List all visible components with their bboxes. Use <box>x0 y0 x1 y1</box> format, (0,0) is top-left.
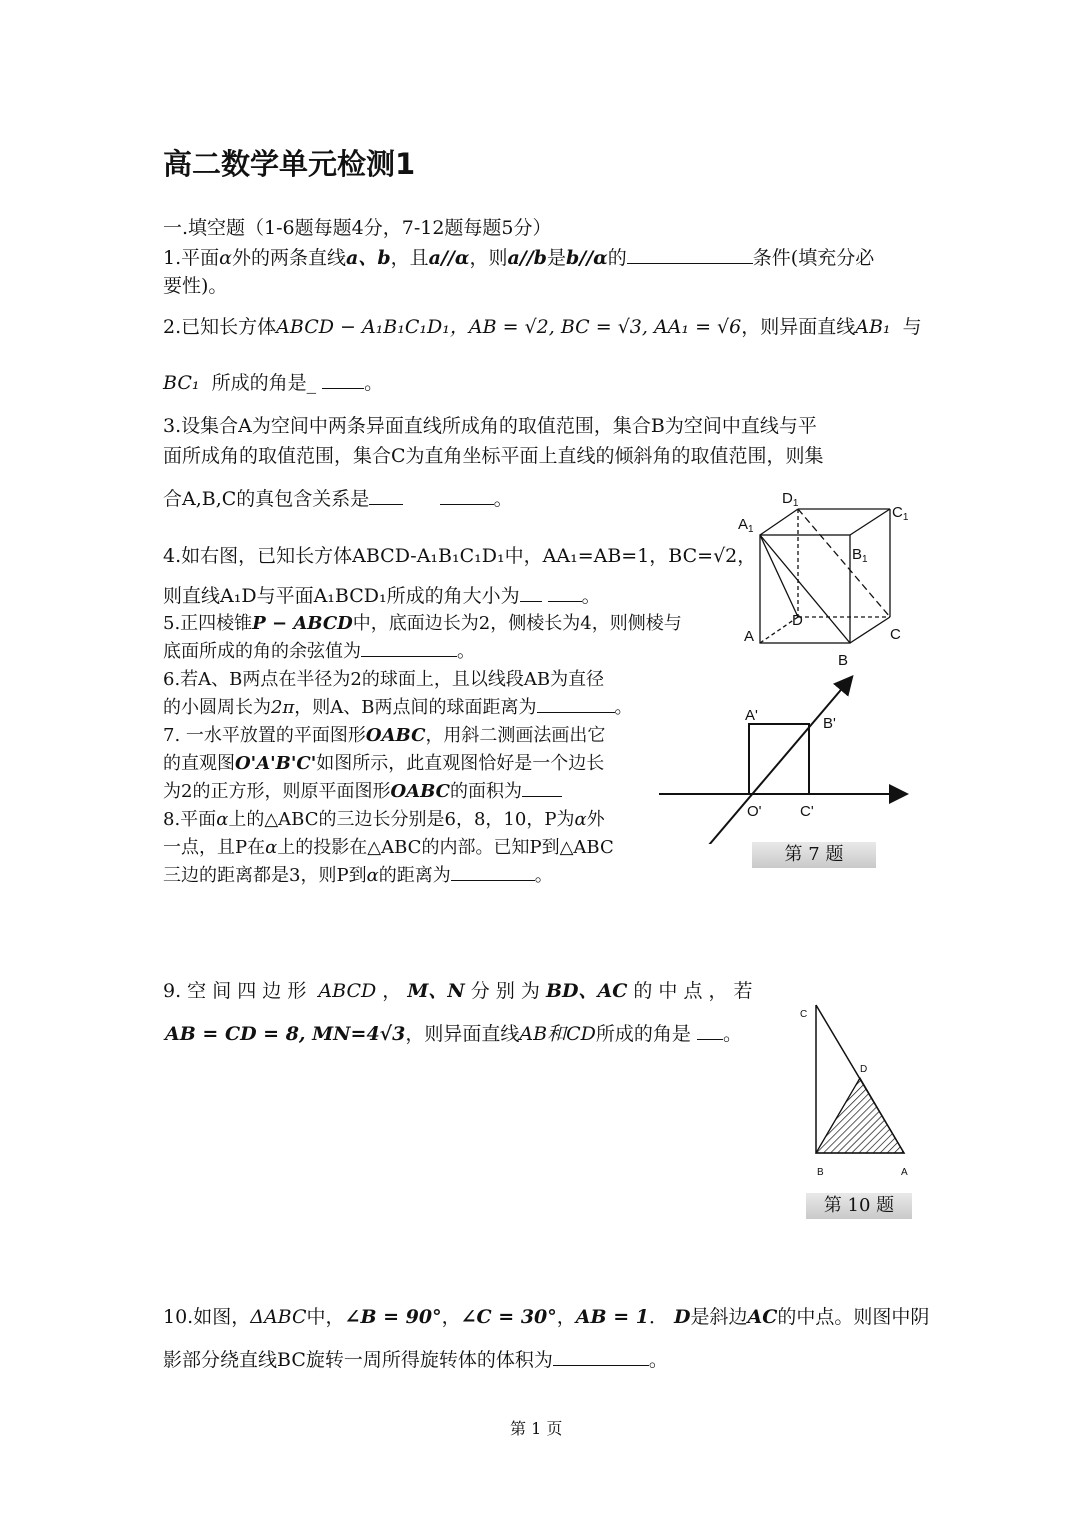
answer-blank[interactable] <box>537 694 615 713</box>
answer-blank[interactable] <box>522 778 562 797</box>
square-OABC <box>749 724 809 794</box>
label-C: C <box>890 626 901 643</box>
label-A: A <box>901 1167 908 1178</box>
label-A: A <box>744 628 755 645</box>
answer-blank[interactable] <box>627 245 753 264</box>
y-axis <box>703 678 851 844</box>
question-10-line-2: 影部分绕直线BC旋转一周所得旋转体的体积为 。 <box>163 1349 668 1371</box>
question-1-line-1: 1.平面α外的两条直线a、b，且a//α，则a//b是b//α的 条件(填充分必 <box>163 247 875 269</box>
question-4-line-1: 4.如右图，已知长方体ABCD-A₁B₁C₁D₁中，AA₁=AB=1，BC=√2， <box>163 545 757 567</box>
answer-blank[interactable] <box>553 1347 649 1366</box>
label-D1: $D_1$ <box>782 490 799 509</box>
question-3-line-3: 合A,B,C的真包含关系是 。 <box>163 488 513 510</box>
label-A-prime: A' <box>745 707 758 724</box>
question-6-line-1: 6.若A、B两点在半径为2的球面上，且以线段AB为直径 <box>163 669 605 690</box>
figure-7-caption: 第 7 题 <box>752 842 876 868</box>
label-A1: $A_1$ <box>738 516 754 535</box>
label-D: D <box>792 612 803 629</box>
question-3-line-1: 3.设集合A为空间中两条异面直线所成角的取值范围，集合B为空间中直线与平 <box>163 415 817 437</box>
label-D: D <box>860 1064 868 1075</box>
section-header: 一.填空题（1-6题每题4分，7-12题每题5分） <box>163 217 552 239</box>
question-9-line-1: 9. 空 间 四 边 形 ABCD ， M、N 分 别 为 BD、AC 的 中 点 ， 若 <box>163 980 753 1002</box>
question-9-line-2: AB = CD = 8, MN=4√3，则异面直线AB和CD所成的角是 。 <box>165 1023 742 1045</box>
question-2-line-2: BC₁ 所成的角是_ 。 <box>163 372 384 394</box>
page-title: 高二数学单元检测1 <box>163 147 416 181</box>
figure-10-caption: 第 10 题 <box>806 1193 912 1219</box>
question-8-line-3: 三边的距离都是3，则P到α的距离为 。 <box>163 862 553 890</box>
answer-blank[interactable] <box>548 583 582 602</box>
label-C1: $C_1$ <box>892 504 909 523</box>
label-B-prime: B' <box>823 715 836 732</box>
label-B: B <box>817 1167 824 1178</box>
shaded-triangle <box>816 1078 904 1153</box>
question-4-line-2: 则直线A₁D与平面A₁BCD₁所成的角大小为 。 <box>163 585 601 607</box>
label-C: C <box>800 1009 808 1020</box>
triangle-figure <box>790 995 920 1185</box>
question-8-line-1: 8.平面α上的△ABC的三边长分别是6，8，10，P为α外 <box>163 809 605 830</box>
cuboid-figure <box>730 485 920 675</box>
label-C-prime: C' <box>800 803 814 820</box>
question-7-line-1: 7. 一水平放置的平面图形OABC，用斜二测画法画出它 <box>163 725 606 746</box>
answer-blank[interactable] <box>361 638 457 657</box>
question-7-line-3: 为2的正方形，则原平面图形OABC的面积为 <box>163 778 562 806</box>
question-2-line-1: 2.已知长方体ABCD − A₁B₁C₁D₁，AB = √2, BC = √3, AA₁ = √6，则异面直线AB₁ 与 <box>163 316 922 338</box>
answer-blank[interactable] <box>520 583 542 602</box>
question-6-line-2: 的小圆周长为2π，则A、B两点间的球面距离为 。 <box>163 694 633 722</box>
question-7-line-2: 的直观图O'A'B'C'如图所示，此直观图恰好是一个边长 <box>163 753 605 774</box>
answer-blank[interactable] <box>322 370 364 389</box>
question-8-line-2: 一点，且P在α上的投影在△ABC的内部。已知P到△ABC <box>163 837 614 858</box>
question-5-line-2: 底面所成的角的余弦值为 。 <box>163 638 475 666</box>
answer-blank[interactable] <box>697 1021 723 1040</box>
question-5-line-1: 5.正四棱锥P − ABCD中，底面边长为2，侧棱长为4，则侧棱与 <box>163 613 682 634</box>
label-O-prime: O' <box>747 803 762 820</box>
page-number: 第 1 页 <box>510 1419 563 1438</box>
oblique-drawing-figure <box>655 672 915 844</box>
answer-blank[interactable] <box>440 486 494 505</box>
question-3-line-2: 面所成角的取值范围，集合C为直角坐标平面上直线的倾斜角的取值范围，则集 <box>163 445 824 467</box>
label-B: B <box>838 652 849 669</box>
answer-blank[interactable] <box>451 862 535 881</box>
question-10-line-1: 10.如图，ΔABC中，∠B = 90°，∠C = 30°，AB = 1． D是斜边AC的中点。则图中阴 <box>163 1306 930 1328</box>
answer-blank[interactable] <box>369 486 403 505</box>
label-B1: $B_1$ <box>852 546 868 565</box>
question-1-line-2: 要性)。 <box>163 275 228 297</box>
